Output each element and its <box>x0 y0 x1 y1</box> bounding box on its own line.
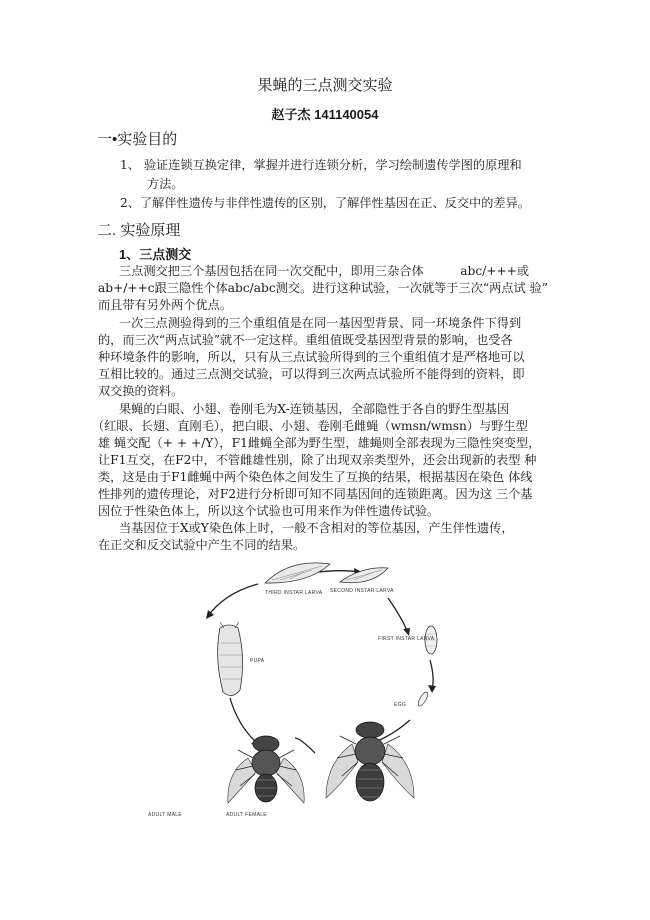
arrow-path <box>230 698 258 744</box>
fruit-fly-life-cycle-figure <box>140 558 470 820</box>
label-pupa: PUPA <box>250 658 265 664</box>
author-line: 赵子杰 141140054 <box>271 107 379 122</box>
paragraph-line: 互相比较的。通过三点测交试验，可以得到三次两点试验所不能得到的资料，即 <box>98 367 525 381</box>
third-instar-larva <box>265 563 330 583</box>
purpose-item-1: 1、 验证连锁互换定律，掌握并进行连锁分析，学习绘制遗传学图的原理和 <box>120 158 522 172</box>
subheading-three-point: 1、三点测交 <box>119 247 192 262</box>
label-first-instar: FIRST INSTAR LARVA <box>378 636 435 642</box>
paragraph-line: 性排列的遗传理论，对F2进行分析即可知不同基因间的连锁距离。因为这 三个基 <box>98 487 533 501</box>
arrow-path <box>388 598 408 633</box>
adult-female-fly <box>326 722 414 801</box>
paragraph-line: 而且带有另外两个优点。 <box>98 298 233 312</box>
paragraph-line: 雄 蝇交配（+ + +/Y），F1雌蝇全部为野生型，雄蝇则全部表现为三隐性突变型， <box>98 436 541 450</box>
paragraph-line: 三点测交把三个基因包括在同一次交配中，即用三杂合体 abc/+++或 <box>119 264 530 278</box>
section-heading-principle: 二. 实验原理 <box>97 222 181 239</box>
label-adult-male: ADULT MALE <box>148 812 182 818</box>
label-third-instar: THIRD INSTAR LARVA <box>265 590 323 596</box>
arrow-path <box>295 738 315 753</box>
paragraph-line: ab+/++c跟三隐性个体abc/abc测交。进行这种试验，一次就等于三次“两点试 验” <box>98 281 548 295</box>
paragraph-line: 让F1互交，在F2中，不管雌雄性别，除了出现双亲类型外，还会出现新的表型 种 <box>98 453 537 467</box>
paragraph-line: 因位于性染色体上，所以这个试验也可用来作为伴性遗传试验。 <box>98 504 440 518</box>
paragraph-line: 当基因位于X或Y染色体上时，一般不含相对的等位基因，产生伴性遗传， <box>119 521 514 535</box>
label-adult-female: ADULT FEMALE <box>226 812 267 818</box>
document-title: 果蝇的三点测交实验 <box>257 77 393 94</box>
paragraph-line: 的，而三次“两点试验”就不一定这样。重组值既受基因型背景的影响，也受各 <box>98 333 513 347</box>
paragraph-line: （红眼、长翅、直刚毛），把白眼、小翅、卷刚毛雌蝇（wmsn/wmsn）与野生型 <box>92 419 528 433</box>
paragraph-line: 种环境条件的影响，所以，只有从三点试验所得到的三个重组值才是严格地可以 <box>98 350 525 364</box>
second-instar-larva <box>340 568 388 583</box>
label-egg: EGG <box>394 702 407 708</box>
purpose-item-2: 2、了解伴性遗传与非伴性遗传的区别，了解伴性基因在正、反交中的差异。 <box>120 196 530 210</box>
paragraph-line: 一次三点测验得到的三个重组值是在同一基因型背景、同一环境条件下得到 <box>119 316 522 330</box>
paragraph-line: 双交换的资料。 <box>98 384 184 398</box>
purpose-item-1-cont: 方法。 <box>147 177 184 191</box>
egg <box>416 691 429 708</box>
arrow-path <box>208 584 258 616</box>
label-second-instar: SECOND INSTAR LARVA <box>330 588 394 594</box>
paragraph-line: 在正交和反交试验中产生不同的结果。 <box>98 538 306 552</box>
paragraph-line: 果蝇的白眼、小翅、卷刚毛为X-连锁基因，全部隐性于各自的野生型基因 <box>119 402 510 416</box>
pupa <box>218 622 243 696</box>
adult-male-fly <box>228 736 304 803</box>
section-heading-purpose: 一•实验目的 <box>97 131 178 148</box>
paragraph-line: 类，这是由于F1雌蝇中两个染色体之间发生了互换的结果，根据基因在染色 体线 <box>98 470 533 484</box>
